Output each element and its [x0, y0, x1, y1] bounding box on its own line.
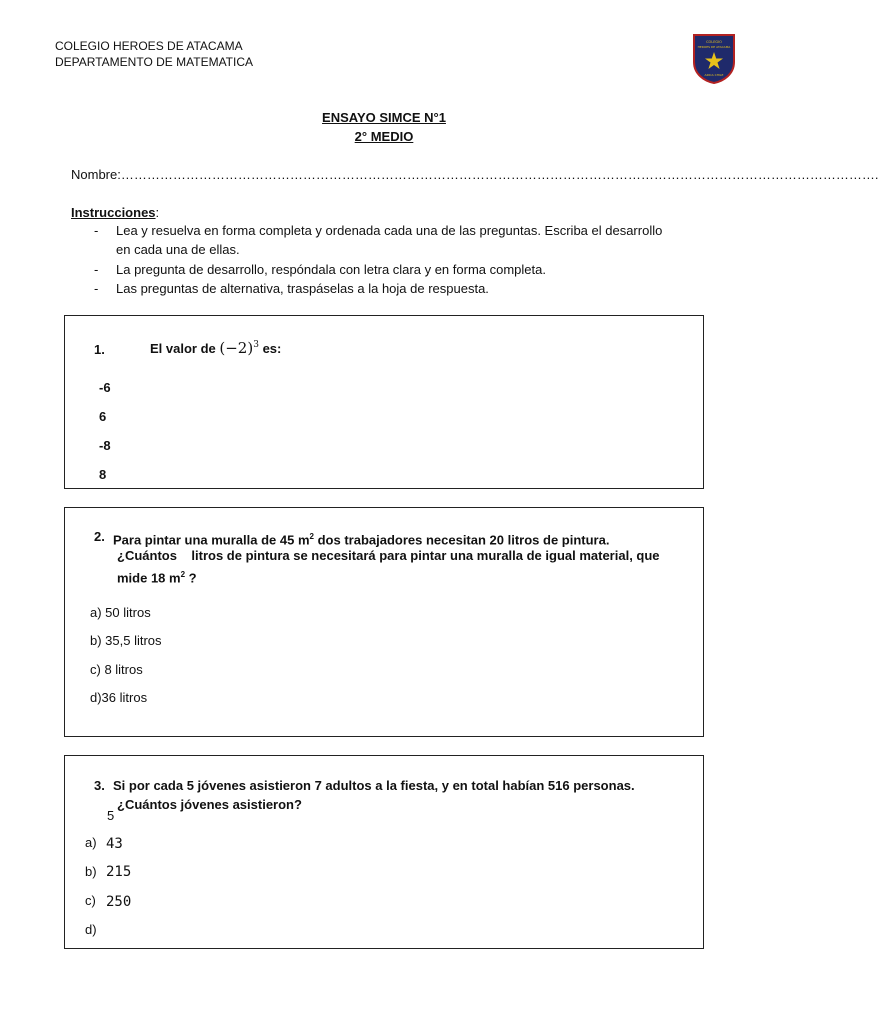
question-2-line-1-b: dos trabajadores necesitan 20 litros de pintura. — [313, 532, 610, 548]
question-3-label-b: b) — [85, 864, 97, 879]
exam-grade: 2° MEDIO — [354, 129, 414, 144]
question-2-option-d: d)36 litros — [90, 690, 148, 705]
question-2-option-c: c) 8 litros — [90, 662, 143, 677]
school-header — [55, 38, 253, 70]
question-1-box — [64, 315, 704, 489]
department-name: DEPARTAMENTO DE MATEMATICA — [55, 55, 254, 69]
question-1-text-after: es: — [262, 341, 282, 356]
question-3-label-a: a) — [85, 835, 97, 850]
instruction-dash-3: - — [94, 281, 99, 296]
question-3-line-1: Si por cada 5 jóvenes asistieron 7 adultos a la fiesta, y en total habían 516 personas. — [113, 778, 635, 793]
crest-text-top: COLEGIO — [706, 40, 722, 44]
question-3-label-c: c) — [85, 893, 96, 908]
school-name: COLEGIO HEROES DE ATACAMA — [55, 39, 243, 53]
name-field-line: Nombre:…………………………………………………………………………………………………………………………………………………………. — [71, 167, 878, 182]
question-2-option-a: a) 50 litros — [90, 605, 151, 620]
question-1-option: -8 — [99, 438, 111, 453]
question-3-value-c: 250 — [106, 894, 132, 910]
crest-text-mid: HEROES DE ATACAMA — [697, 45, 731, 49]
question-3-label-d: d) — [85, 922, 97, 937]
instruction-item-2: La pregunta de desarrollo, respóndala con letra clara y en forma completa. — [116, 262, 546, 277]
question-3-value-a: 43 — [106, 836, 123, 852]
instructions-heading-colon: : — [155, 205, 160, 220]
question-1-option: -6 — [99, 380, 111, 395]
question-2-number: 2. — [94, 529, 105, 544]
instruction-item-3: Las preguntas de alternativa, traspáselas a la hoja de respuesta. — [116, 281, 489, 296]
question-3-box — [64, 755, 704, 949]
crest-text-bottom: ARICA CHILE — [704, 73, 724, 77]
question-1-text-before: El valor de — [150, 341, 216, 356]
question-2-option-b: b) 35,5 litros — [90, 633, 162, 648]
question-2-line-3-sup: 2 — [180, 570, 186, 579]
question-2-line-3 — [117, 565, 197, 587]
question-1-number: 1. — [94, 342, 105, 357]
instructions-heading — [71, 203, 159, 222]
instructions-heading-label: Instrucciones — [71, 205, 156, 220]
question-1-expression — [219, 339, 259, 357]
question-1-option: 6 — [99, 409, 107, 424]
question-1-option: 8 — [99, 467, 107, 482]
question-1-text — [150, 336, 281, 358]
instruction-item-1-line-1: Lea y resuelva en forma completa y ordenada cada una de las preguntas. Escriba el desarrollo — [116, 223, 663, 238]
question-2-box — [64, 507, 704, 737]
question-1-expression-base: (−2) — [219, 339, 254, 357]
question-2-line-3-b: ? — [185, 570, 197, 586]
question-3-line-2: ¿Cuántos jóvenes asistieron? — [117, 797, 302, 812]
question-2-line-1-a: Para pintar una muralla de 45 m — [113, 532, 310, 548]
question-3-value-b: 215 — [106, 864, 132, 880]
question-1-expression-exponent: 3 — [253, 340, 259, 350]
instruction-dash-1: - — [94, 223, 99, 238]
instruction-item-1 — [116, 221, 706, 259]
question-2-line-3-a: mide 18 m — [117, 570, 181, 586]
school-crest-icon — [693, 34, 735, 84]
instruction-item-1-line-2: en cada una de ellas. — [116, 242, 240, 257]
exam-title: ENSAYO SIMCE N°1 — [322, 110, 446, 125]
instruction-dash-2: - — [94, 262, 99, 277]
question-2-line-1-sup: 2 — [309, 532, 314, 541]
question-3-number: 3. — [94, 778, 105, 793]
question-2-line-2: ¿Cuántos litros de pintura se necesitará para pintar una muralla de igual material, que — [117, 548, 660, 563]
question-3-stray-number: 5 — [107, 808, 115, 823]
